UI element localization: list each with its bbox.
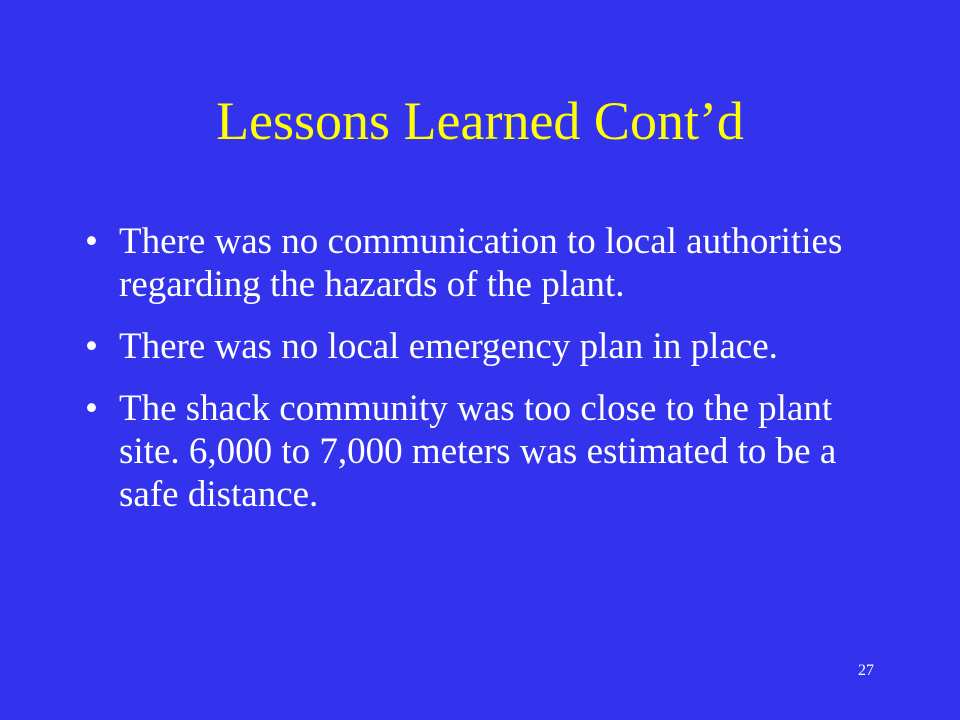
bullet-text-shack-community-distance: The shack community was too close to the plant site. 6,000 to 7,000 meters was estimated to be a safe distance.: [119, 388, 837, 515]
bullet-item-no-emergency-plan: [85, 325, 855, 368]
bullet-icon: •: [85, 388, 98, 429]
slide-page-number: 27: [858, 662, 874, 679]
bullet-item-shack-community-distance: [85, 387, 855, 516]
bullet-icon: •: [85, 326, 98, 367]
bullet-text-no-communication: There was no communication to local authorities regarding the hazards of the plant.: [119, 221, 843, 305]
slide-title: Lessons Learned Cont’d: [216, 91, 744, 151]
bullet-list: [85, 220, 855, 535]
bullet-text-no-emergency-plan: There was no local emergency plan in place.: [119, 326, 778, 367]
bullet-item-no-communication: [85, 220, 855, 306]
bullet-icon: •: [85, 221, 98, 262]
